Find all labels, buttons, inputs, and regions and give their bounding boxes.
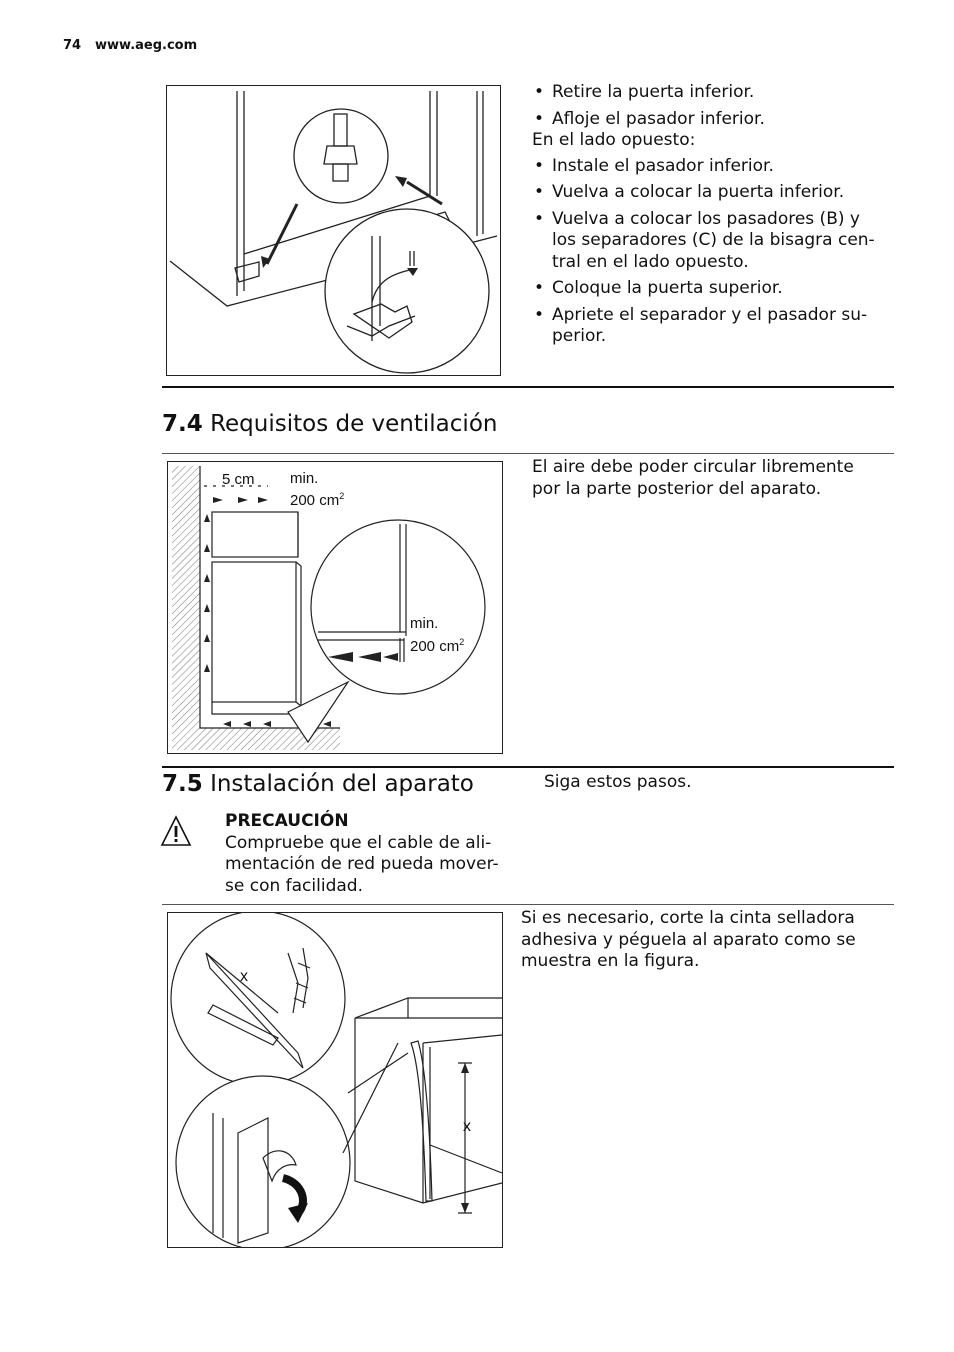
- gap-label: 5 cm: [222, 471, 255, 488]
- section-divider: [162, 386, 894, 388]
- caution-text: Compruebe que el cable de ali-mentación de red pueda mover-se con facilidad.: [225, 832, 499, 896]
- website-url: www.aeg.com: [95, 38, 198, 53]
- section-number: 7.4: [162, 411, 203, 437]
- sealing-tape-text: Si es necesario, corte la cinta selladora adhesiva y péguela al aparato como se muestra en la figura.: [521, 908, 856, 971]
- door-hinge-figure: [166, 85, 501, 376]
- step-item: • Coloque la puerta superior.: [532, 278, 882, 300]
- step-item: • Vuelva a colocar la puerta inferior.: [532, 182, 882, 204]
- step-item: • Apriete el separador y el pasador su-perior.: [532, 305, 882, 348]
- section-heading-7-5: [162, 769, 474, 799]
- min-label-zoom: min.: [410, 615, 439, 632]
- x-label-measure: x: [463, 1118, 471, 1135]
- area-value-zoom: 200 cm: [410, 638, 460, 655]
- step-item: • Afloje el pasador inferior.: [532, 109, 882, 131]
- section-number: 7.5: [162, 771, 203, 797]
- area-label-zoom: [410, 637, 464, 655]
- page-number: 74: [63, 38, 82, 53]
- section-divider: [162, 766, 894, 768]
- section-title: Instalación del aparato: [210, 771, 474, 797]
- ventilation-figure: [167, 461, 503, 754]
- caution-title: PRECAUCIÓN: [225, 811, 349, 831]
- section-title: Requisitos de ventilación: [210, 411, 498, 437]
- door-instructions: [532, 82, 882, 353]
- min-label-top: min.: [290, 470, 319, 487]
- section-heading-7-4: [162, 409, 497, 439]
- step-item: • Instale el pasador inferior.: [532, 156, 882, 178]
- warning-triangle-icon: [160, 815, 192, 849]
- section-subdivider: [162, 904, 894, 905]
- step-item: • Vuelva a colocar los pasadores (B) y los separadores (C) de la bisagra cen-tral en el lado opuesto.: [532, 209, 882, 274]
- area-unit-sup-top: 2: [339, 491, 345, 501]
- area-value-top: 200 cm: [290, 492, 340, 509]
- step-item: • Retire la puerta inferior.: [532, 82, 882, 104]
- x-label-cut: x: [240, 968, 248, 985]
- intro-text: Siga estos pasos.: [544, 772, 692, 792]
- caution-block: [225, 811, 510, 897]
- area-label-top: [290, 491, 344, 509]
- sealing-tape-figure: [167, 912, 503, 1248]
- opposite-side-label: En el lado opuesto:: [532, 130, 696, 150]
- area-unit-sup-zoom: 2: [459, 637, 465, 647]
- ventilation-text: El aire debe poder circular libremente por la parte posterior del aparato.: [532, 457, 854, 499]
- section-subdivider: [162, 453, 894, 454]
